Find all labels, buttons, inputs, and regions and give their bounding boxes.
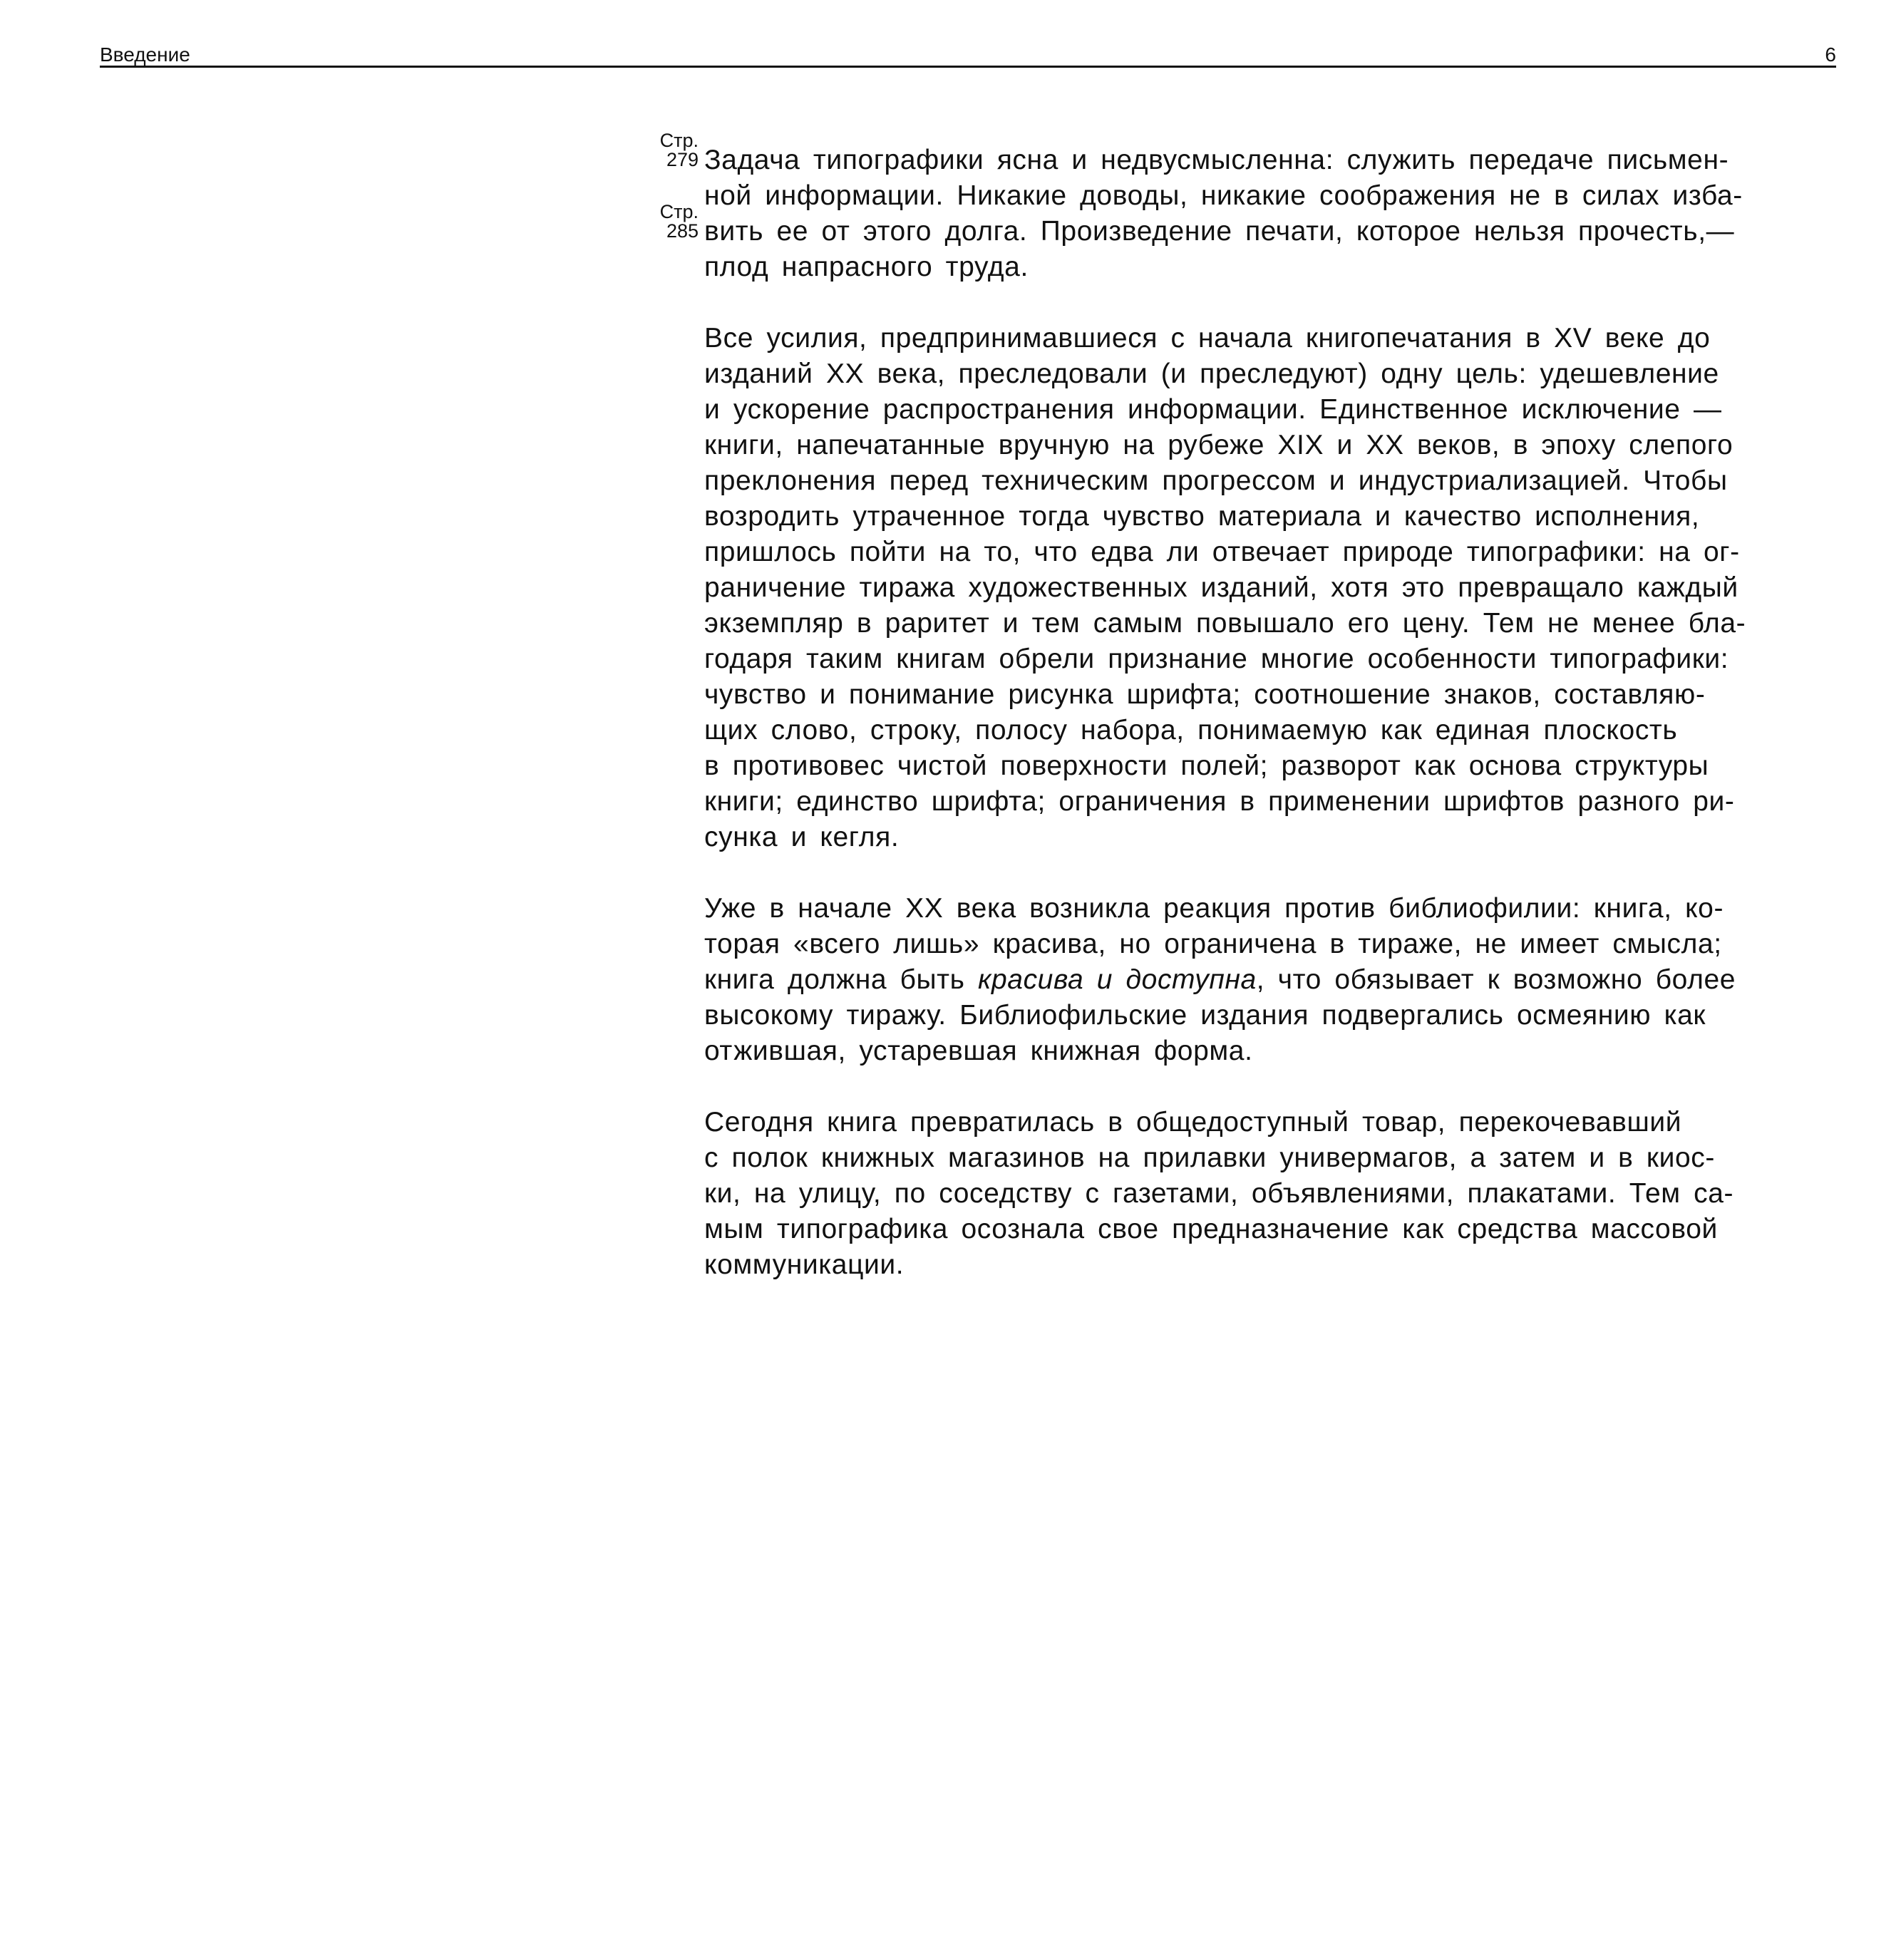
text-line: пришлось пойти на то, что едва ли отвечает природе типографики: на ог-	[704, 537, 1740, 567]
text-line: вить ее от этого долга. Произведение печати, которое нельзя прочесть,—	[704, 216, 1735, 247]
text-run: , что обязывает к возможно более	[1256, 964, 1736, 995]
text-line: плод напрасного труда.	[704, 252, 1029, 282]
text-line: Сегодня книга превратилась в общедоступный товар, перекочевавший	[704, 1107, 1682, 1138]
text-line: раничение тиража художественных изданий, хотя это превращало каждый	[704, 572, 1738, 603]
margin-note-label: Стр.	[659, 130, 699, 151]
paragraph	[704, 1105, 1845, 1283]
text-line: ной информации. Никакие доводы, никакие соображения не в силах изба-	[704, 180, 1743, 211]
margin-note-page-ref	[649, 202, 699, 241]
text-line: сунка и кегля.	[704, 822, 900, 852]
paragraph	[704, 143, 1845, 285]
margin-note-label: Стр.	[659, 201, 699, 222]
running-head	[100, 40, 1836, 68]
section-title: Введение	[100, 43, 190, 66]
text-line: в противовес чистой поверхности полей; разворот как основа структуры	[704, 751, 1709, 781]
text-line: с полок книжных магазинов на прилавки универмагов, а затем и в киос-	[704, 1143, 1715, 1173]
text-line: щих слово, строку, полосу набора, понимаемую как единая плоскость	[704, 715, 1678, 746]
paragraph	[704, 321, 1845, 855]
emphasis-text: красива и доступна	[977, 964, 1257, 995]
text-line: коммуникации.	[704, 1249, 905, 1280]
margin-note-page: 279	[666, 149, 699, 170]
text-line: ки, на улицу, по соседству с газетами, объявлениями, плакатами. Тем са-	[704, 1178, 1734, 1209]
text-line: чувство и понимание рисунка шрифта; соотношение знаков, составляю-	[704, 679, 1706, 710]
paragraph	[704, 891, 1845, 1069]
text-line: изданий XX века, преследовали (и преследуют) одну цель: удешевление	[704, 359, 1719, 389]
text-line: торая «всего лишь» красива, но ограничена в тираже, не имеет смысла;	[704, 929, 1722, 959]
text-line: Все усилия, предпринимавшиеся с начала книгопечатания в XV веке до	[704, 323, 1711, 354]
body-text	[704, 143, 1845, 1283]
page-number: 6	[1825, 43, 1836, 66]
text-line: годаря таким книгам обрели признание многие особенности типографики:	[704, 644, 1729, 674]
text-line: отжившая, устаревшая книжная форма.	[704, 1036, 1253, 1066]
margin-note-page: 285	[666, 220, 699, 242]
text-line-with-emphasis	[704, 962, 1845, 998]
text-line: Уже в начале XX века возникла реакция против библиофилии: книга, ко-	[704, 893, 1724, 924]
margin-note-page-ref	[649, 131, 699, 170]
text-line: мым типографика осознала свое предназначение как средства массовой	[704, 1214, 1718, 1244]
text-line: высокому тиражу. Библиофильские издания подвергались осмеянию как	[704, 1000, 1706, 1031]
text-line: книги; единство шрифта; ограничения в применении шрифтов разного ри-	[704, 786, 1735, 817]
text-line: экземпляр в раритет и тем самым повышало его цену. Тем не менее бла-	[704, 608, 1746, 639]
text-run: книга должна быть	[704, 964, 978, 995]
text-line: возродить утраченное тогда чувство материала и качество исполнения,	[704, 501, 1700, 532]
text-line: Задача типографики ясна и недвусмысленна: служить передаче письмен-	[704, 145, 1729, 175]
text-line: преклонения перед техническим прогрессом и индустриализацией. Чтобы	[704, 465, 1728, 496]
text-line: книги, напечатанные вручную на рубеже XIX и XX веков, в эпоху слепого	[704, 430, 1733, 460]
text-line: и ускорение распространения информации. Единственное исключение —	[704, 394, 1722, 425]
